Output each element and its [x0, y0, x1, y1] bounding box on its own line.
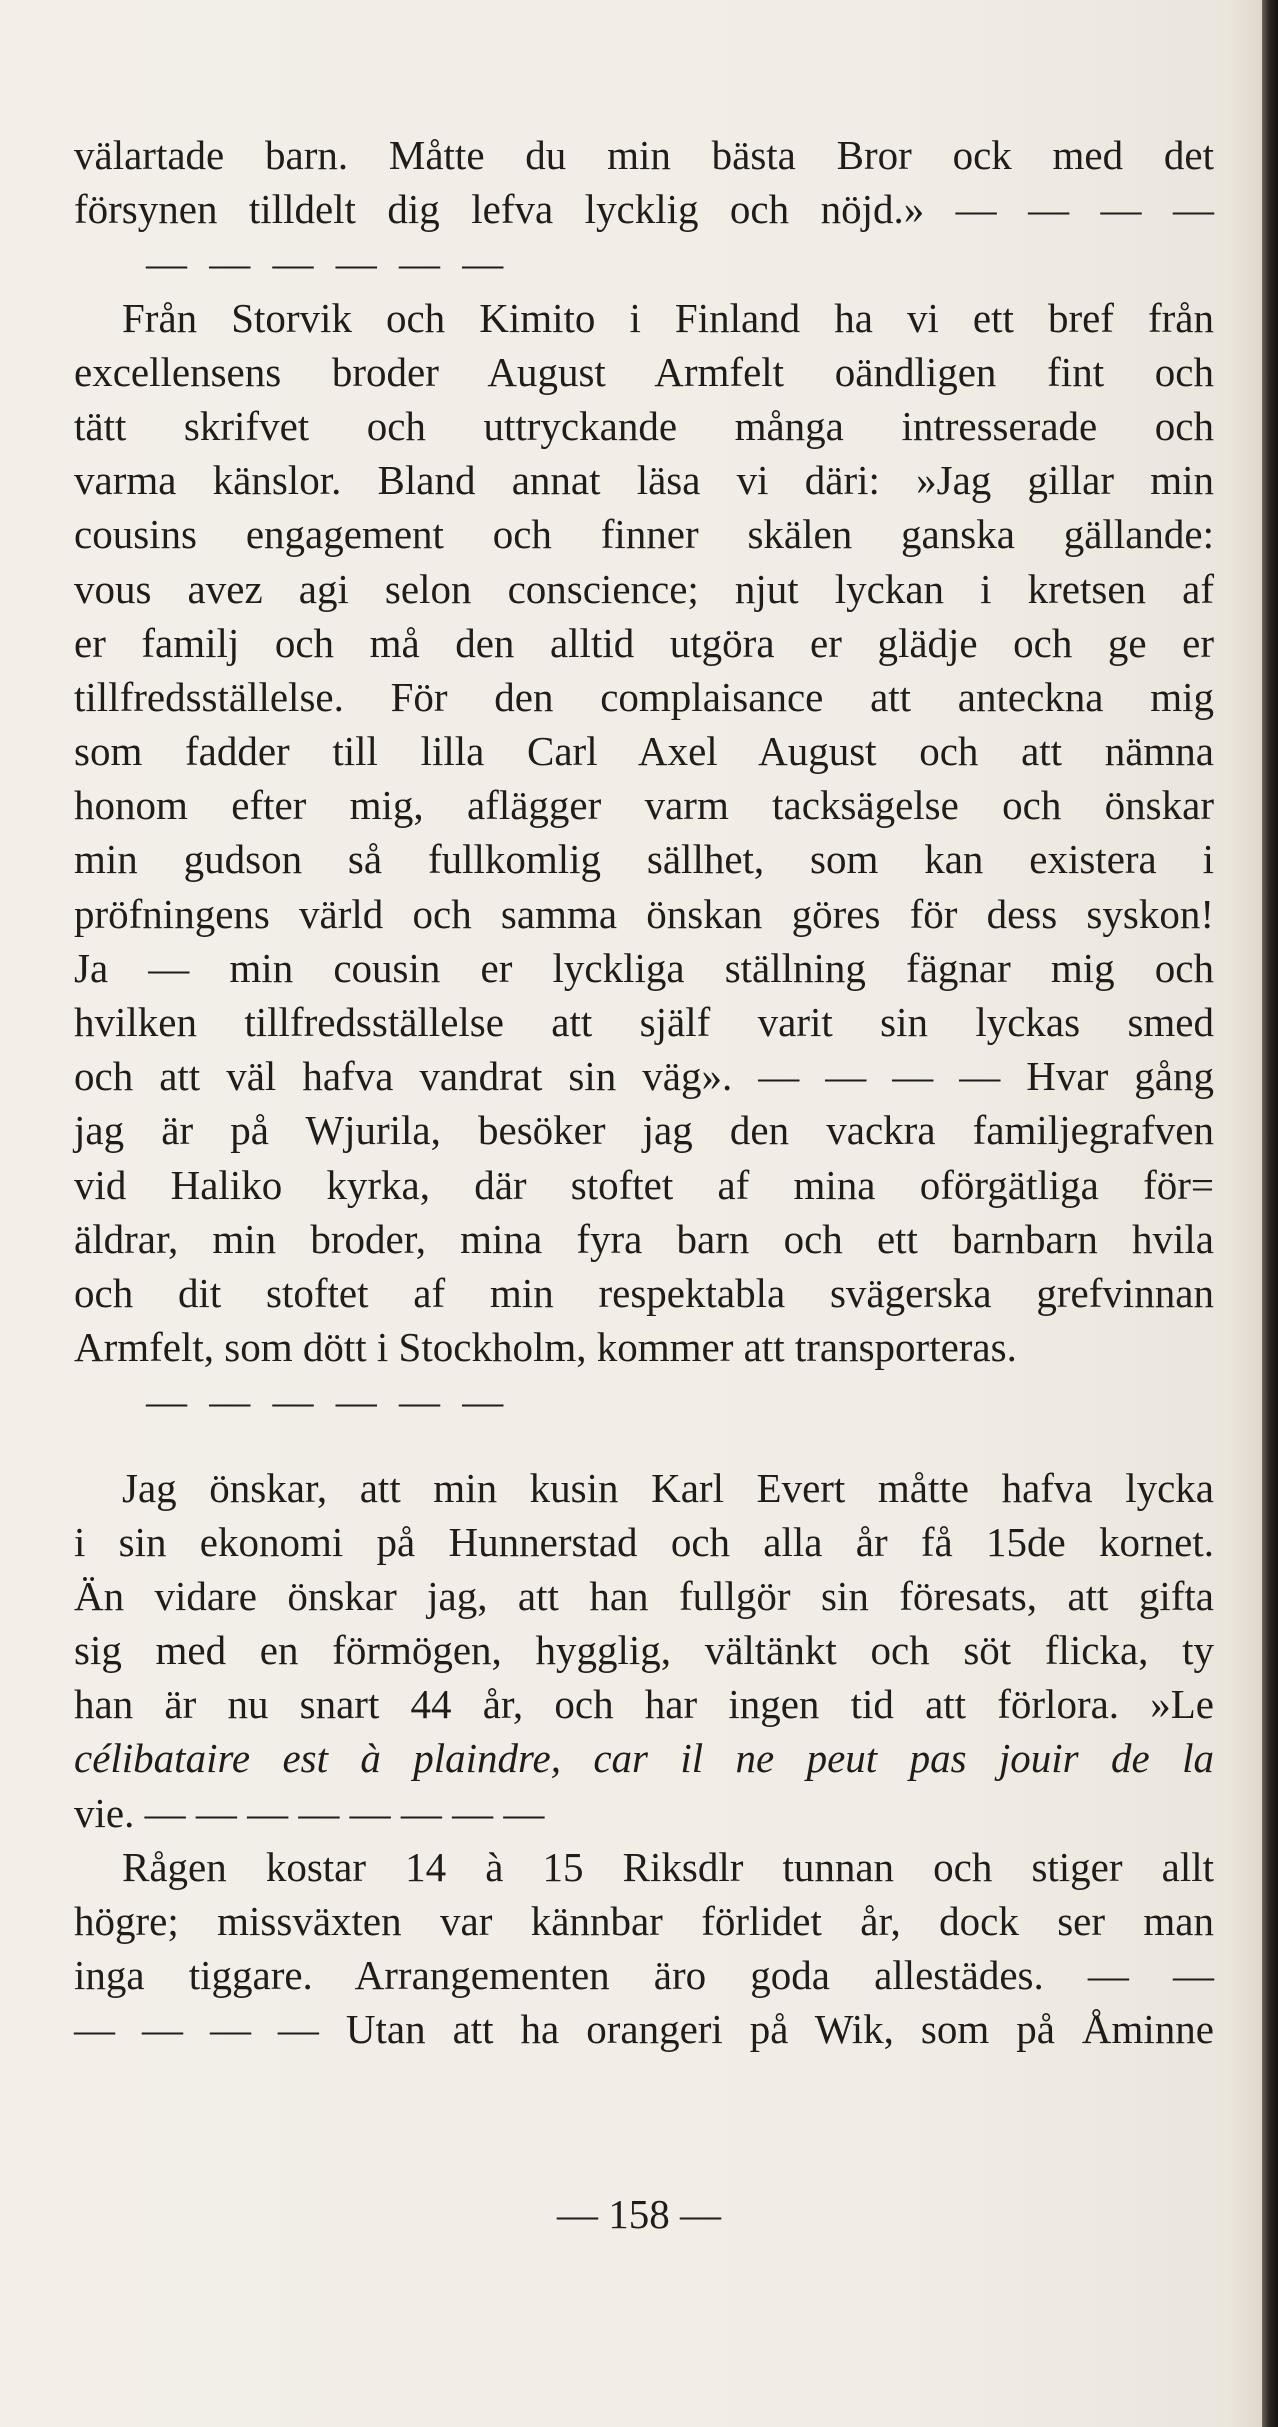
text-line: — — — — Utan att ha orangeri på Wik, som på Åminne [74, 2006, 1214, 2053]
text-line: hvilken tillfredsställelse att själf varit sin lyckas smed [74, 999, 1214, 1045]
text-line: varma känslor. Bland annat läsa vi däri: »Jag gillar min [74, 457, 1214, 504]
text-line: jag är på Wjurila, besöker jag den vackra familjegrafven [74, 1107, 1214, 1154]
text-line: i sin ekonomi på Hunnerstad och alla år få 15de kornet. [74, 1518, 1214, 1565]
dash-separator: — — — — — — [146, 240, 510, 287]
dash-separator: — — — — — — [146, 1378, 510, 1425]
text-line: vous avez agi selon conscience; njut lyckan i kretsen af [74, 565, 1214, 612]
text-line: sig med en förmögen, hygglig, vältänkt och söt flicka, ty [74, 1627, 1214, 1674]
text-line: som fadder till lilla Carl Axel August och att nämna [74, 728, 1214, 775]
text-line: pröfningens värld och samma önskan göres för dess syskon! [74, 890, 1214, 937]
text-line: Ja — min cousin er lyckliga ställning fägnar mig och [74, 944, 1214, 991]
text-line: excellensens broder August Armfelt oändligen fint och [74, 348, 1214, 395]
text-line: Jag önskar, att min kusin Karl Evert måtte hafva lycka [122, 1464, 1214, 1511]
text-line: vie. — — — — — — — — [74, 1789, 545, 1836]
page-body-text [74, 128, 1214, 2057]
page-number: — 158 — [557, 2191, 721, 2237]
text-line: han är nu snart 44 år, och har ingen tid att förlora. »Le [74, 1681, 1214, 1728]
text-line: välartade barn. Måtte du min bästa Bror ock med det [74, 132, 1214, 178]
text-line: vid Haliko kyrka, där stoftet af mina oförgätliga för= [74, 1161, 1214, 1208]
book-binding-edge [1262, 0, 1278, 2427]
text-line: cousins engagement och finner skälen ganska gällande: [74, 511, 1214, 558]
text-line: inga tiggare. Arrangementen äro goda allestädes. — — [74, 1952, 1214, 1999]
text-line: Från Storvik och Kimito i Finland ha vi ett bref från [122, 294, 1214, 341]
text-line: och dit stoftet af min respektabla svägerska grefvinnan [74, 1269, 1214, 1316]
text-line: Armfelt, som dött i Stockholm, kommer att transporteras. [74, 1324, 1017, 1371]
text-line: Än vidare önskar jag, att han fullgör sin föresats, att gifta [74, 1572, 1214, 1619]
text-line: Rågen kostar 14 à 15 Riksdlr tunnan och stiger allt [122, 1843, 1214, 1890]
text-line: högre; missväxten var kännbar förlidet år, dock ser man [74, 1898, 1214, 1944]
text-line: tillfredsställelse. För den complaisance att anteckna mig [74, 673, 1214, 720]
text-line: och att väl hafva vandrat sin väg». — — — — Hvar gång [74, 1053, 1214, 1100]
text-line: tätt skrifvet och uttryckande många intresserade och [74, 402, 1214, 449]
text-line: äldrar, min broder, mina fyra barn och ett barnbarn hvila [74, 1215, 1214, 1262]
text-line: célibataire est à plaindre, car il ne peut pas jouir de la [74, 1735, 1214, 1782]
text-line: er familj och må den alltid utgöra er glädje och ge er [74, 619, 1214, 666]
text-line: försynen tilldelt dig lefva lycklig och nöjd.» — — — — [74, 186, 1214, 233]
text-line: honom efter mig, aflägger varm tacksägelse och önskar [74, 782, 1214, 829]
text-line: min gudson så fullkomlig sällhet, som kan existera i [74, 836, 1214, 883]
